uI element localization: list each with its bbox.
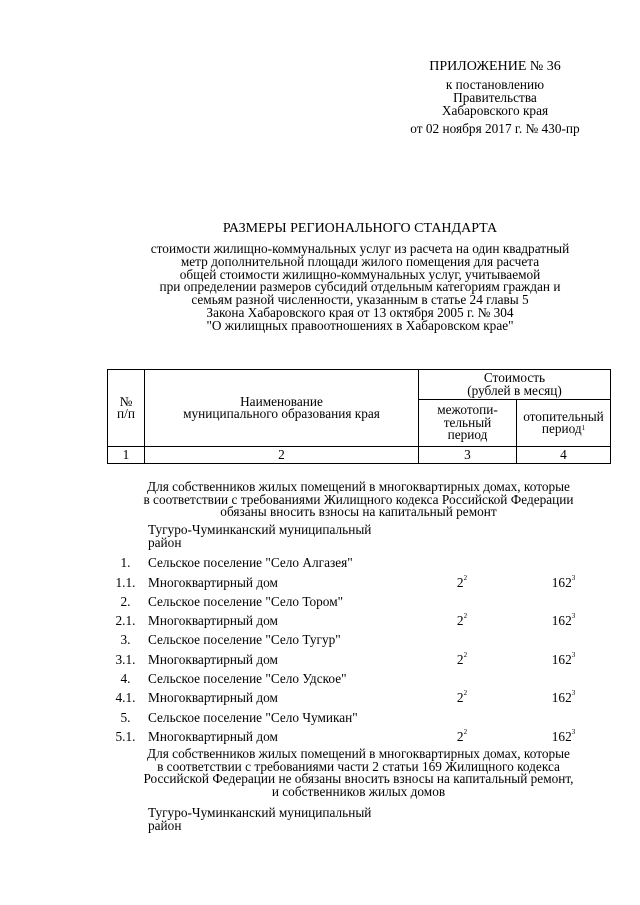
table-row [107,576,610,591]
table-row [107,653,610,668]
value: 2 [456,575,464,590]
document-subtitle [110,243,610,333]
value: 162 [551,613,572,628]
annex-line: Хабаровского края [441,103,549,118]
row-name: Сельское поселение "Село Чумикан" [148,710,358,725]
table-row [107,633,610,648]
header-heating-season [517,400,611,447]
note-line: Российской Федерации не обязаны вносить взносы на капитальный ремонт, [143,771,574,787]
annex-date: от 02 ноября 2017 г. № 430-пр [410,121,580,136]
row-number: 2.1. [115,613,136,628]
section1-district [148,524,371,549]
section2-note [107,748,610,798]
standard-table-header [107,369,611,464]
footnote-mark: 3 [571,574,576,582]
header-number [108,370,145,447]
value: 2 [456,729,464,744]
header-heat-text: период [541,421,582,436]
heating-season-value [517,730,610,743]
row-number: 5. [120,710,131,725]
value: 2 [456,613,464,628]
footnote-mark: 3 [571,689,576,697]
header-off-season [419,400,517,447]
footnote-mark: 2 [463,651,468,659]
footnote-mark: 2 [463,612,468,620]
table-row [107,556,610,571]
header-heat-l1: отопительный [523,408,604,424]
annex-block [385,60,605,135]
row-number: 1. [120,555,131,570]
district-line: Тугуро-Чуминканский муниципальный [148,805,372,820]
row-name: Многоквартирный дом [148,729,278,744]
row-number: 3. [120,632,131,647]
row-number: 4. [120,671,131,686]
off-season-value [422,614,502,627]
subtitle-line: метр дополнительной площади жилого помещения для расчета [180,253,540,269]
off-season-value [422,691,502,704]
footnote-mark: 1 [581,424,586,432]
table-row [107,595,610,610]
subtitle-line: при определении размеров субсидий отдельным категориям граждан и [159,279,561,295]
header-municipality [145,370,419,447]
value: 162 [551,690,572,705]
note-line: Для собственников жилых помещений в многоквартирных домах, которые [147,479,570,494]
header-off-l3: период [447,427,488,443]
district-line: район [148,534,182,550]
header-number-l2: п/п [117,406,135,421]
annex-line: Правительства [453,90,537,105]
heating-season-value [517,653,610,666]
off-season-value [422,730,502,743]
header-cost-l1: Стоимость [483,370,546,385]
note-line: в соответствии с требованиями Жилищного кодекса Российской Федерации [143,491,574,507]
column-index: 2 [145,447,419,464]
row-name: Многоквартирный дом [148,652,278,667]
footnote-mark: 3 [571,651,576,659]
row-number: 3.1. [115,652,136,667]
value: 2 [456,652,464,667]
value: 2 [456,690,464,705]
heating-season-value [517,614,610,627]
column-index: 1 [108,447,145,464]
district-line: район [148,817,182,833]
subtitle-line: Закона Хабаровского края от 13 октября 2005 г. № 304 [206,304,514,320]
note-line: и собственников жилых домов [271,783,446,799]
footnote-mark: 2 [463,728,468,736]
note-line: Для собственников жилых помещений в многоквартирных домах, которые [147,746,570,761]
header-municipality-l1: Наименование [240,393,323,409]
document-title: РАЗМЕРЫ РЕГИОНАЛЬНОГО СТАНДАРТА [222,221,498,236]
header-municipality-l2: муниципального образования края [183,406,380,421]
row-name: Сельское поселение "Село Удское" [148,671,347,686]
heating-season-value [517,576,610,589]
section1-note [107,481,610,519]
header-off-l2: тельный [443,414,492,430]
district-line: Тугуро-Чуминканский муниципальный [148,522,372,537]
header-off-l1: межотопи- [437,402,498,418]
annex-line: к постановлению [445,77,545,92]
table-row [107,614,610,629]
heating-season-value [517,691,610,704]
row-number: 5.1. [115,729,136,744]
section2-district [148,807,371,832]
header-cost-l2: (рублей в месяц) [467,382,562,398]
row-number: 2. [120,594,131,609]
row-number: 1.1. [115,575,136,590]
column-index: 3 [419,447,517,464]
annex-title: ПРИЛОЖЕНИЕ № 36 [429,59,561,74]
table-row [107,691,610,706]
value: 162 [551,729,572,744]
off-season-value [422,653,502,666]
footnote-mark: 3 [571,728,576,736]
subtitle-line: семьям разной численности, указанным в статье 24 главы 5 [191,292,529,308]
footnote-mark: 3 [571,612,576,620]
note-line: в соответствии с требованиями части 2 статьи 169 Жилищного кодекса [157,758,560,774]
table-row [107,730,610,745]
table-row [107,672,610,687]
value: 162 [551,652,572,667]
note-line: обязаны вносить взносы на капитальный ремонт [220,504,497,520]
subtitle-line: "О жилищных правоотношениях в Хабаровском крае" [206,317,514,333]
table-row [107,711,610,726]
row-name: Сельское поселение "Село Тугур" [148,632,341,647]
row-name: Сельское поселение "Село Тором" [148,594,344,609]
row-name: Сельское поселение "Село Алгазея" [148,555,353,570]
subtitle-line: общей стоимости жилищно-коммунальных услуг, учитываемой [179,266,541,282]
row-name: Многоквартирный дом [148,613,278,628]
header-number-l1: № [119,393,133,409]
row-name: Многоквартирный дом [148,690,278,705]
header-cost [419,370,611,400]
row-name: Многоквартирный дом [148,575,278,590]
row-number: 4.1. [115,690,136,705]
footnote-mark: 2 [463,689,468,697]
footnote-mark: 2 [463,574,468,582]
subtitle-line: стоимости жилищно-коммунальных услуг из расчета на один квадратный [150,241,570,256]
column-index: 4 [517,447,611,464]
header-heat-l2 [517,423,610,436]
value: 162 [551,575,572,590]
off-season-value [422,576,502,589]
